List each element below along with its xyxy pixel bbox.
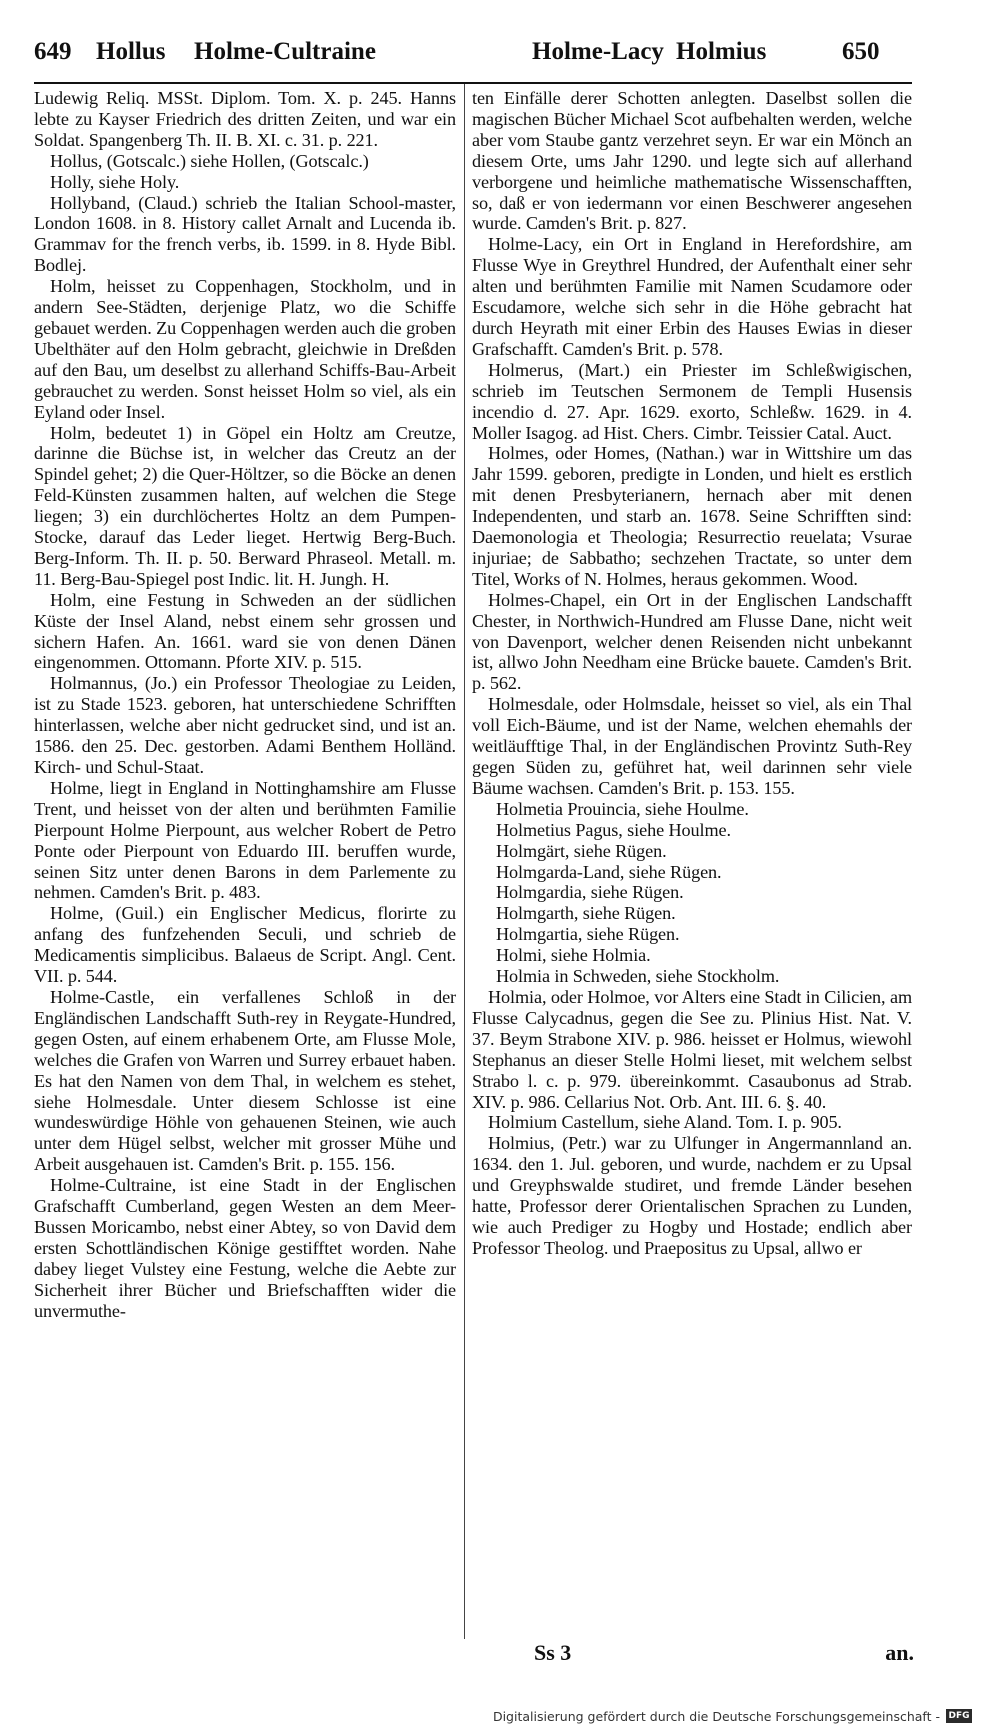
cross-reference: Holmgarth, siehe Rügen. [496,903,676,924]
cross-reference: Holmetius Pagus, siehe Houlme. [496,819,731,840]
running-header [34,38,904,74]
header-right-word-2: Holmius [676,38,767,65]
cross-reference: Holmgardia, siehe Rügen. [496,882,684,903]
footer-text: Digitalisierung gefördert durch die Deutsche Forschungsgemeinschaft - [492,1708,940,1724]
header-left-word-2: Holme-Cultraine [194,38,376,65]
header-right-word-1: Holme-Lacy [532,38,664,65]
right-entry: Holmes, oder Homes, (Nathan.) war in Wittshire um das Jahr 1599. geboren, predigte in Londen, und hielt es erstlich mit denen Presbyterianern, hernach aber mit denen Independenten, und starb an. 1678. Seine Schrifften sind: Daemonologia et Theologia; Resurrectio reuelata; Vsurae injuriae; de Sabbatho; sechzehen Tractate, so unter dem Titel, Works of N. Holmes, heraus gekommen. Wood. [472,443,912,589]
right-entry: Holmes-Chapel, ein Ort in der Englischen Landschafft Chester, in Northwich-Hundred am Flusse Dane, nicht weit von Davenport, welcher denen Reisenden nicht unbekannt ist, allwo John Needham eine Brücke bauete. Camden's Brit. p. 562. [472,589,912,694]
left-entry: Holme, liegt in England in Nottinghamshire am Flusse Trent, und heisset von der alten und berühmten Familie Pierpount Holme Pierpount, aus welcher Robert de Petro Ponte oder Pierpount von Eduardo III. beruffen wurde, seinen Sitz unter denen Barons in dem Parlemente zu nehmen. Camden's Brit. p. 483. [34,777,456,903]
header-rule [34,82,912,84]
right-entry: Holme-Lacy, ein Ort in England in Herefordshire, am Flusse Wye in Greythrel Hundred, der Aufenthalt einer sehr alten und berühmten Familie mit Namen Scudamore oder Escudamore, welche sich sehr in die Höhe gebracht hat durch Heyrath mit einer Erbin des Hauses Ewias in dieser Grafschafft. Camden's Brit. p. 578. [472,234,912,359]
left-page-number: 649 [34,38,72,65]
left-entry: Holm, heisset zu Coppenhagen, Stockholm, und in andern See-Städten, derjenige Platz, wo die Schiffe gebauet werden. Zu Coppenhagen werden auch die groben Ubelthäter auf den Holm gebracht, gleichwie in Dreßden auf den Bau, um deselbst zu allerhand Schiffs-Bau-Arbeit gebrauchet zu werden. Sonst heisset Holm so viel, als ein Eyland oder Insel. [34,276,456,422]
right-entry: Holmia, oder Holmoe, vor Alters eine Stadt in Cilicien, am Flusse Calycadnus, gegen die See zu. Plinius Hist. Nat. V. 37. Beym Strabone XIV. p. 986. heisset er Holmus, wiewohl Stephanus an dieser Stelle Holmi lieset, mit welchem selbst Strabo l. c. p. 979. übereinkommt. Casaubonus ad Strab. XIV. p. 986. Cellarius Not. Orb. Ant. III. 6. §. 40. [472,986,912,1112]
cross-reference: Holmetia Prouincia, siehe Houlme. [496,798,749,819]
cross-reference: Holmgärt, siehe Rügen. [496,840,667,861]
left-entry: Holme-Castle, ein verfallenes Schloß in der Engländischen Landschafft Suth-rey in Reygate-Hundred, gegen Osten, auf einem erhabenem Orte, am Flusse Mole, welches die Grafen von Warren und Surrey erbauet haben. Es hat den Namen von dem Thal, in welchem es stehet, siehe Holmesdale. Unter diesem Schlosse ist eine wundeswürdige Höhle von gehauenen Steinen, wie auch unter dem Hügel selbst, welcher mit grosser Mühe und Arbeit ausgehauen ist. Camden's Brit. p. 155. 156. [34,986,456,1175]
right-column [472,88,912,1648]
column-divider [464,84,465,1639]
left-entry: Holm, bedeutet 1) in Göpel ein Holtz am Creutze, darinne die Büchse ist, in welcher das Creutz an der Spindel gehet; 2) die Quer-Höltzer, so die Böcke an denen Feld-Künsten zusammen halten, auf welchen die Stege liegen; 3) ein durchlöchertes Holtz an dem Pumpen-Stocke, darauf das Leder lieget. Hertwig Berg-Buch. Berg-Inform. Th. II. p. 50. Berward Phraseol. Metall. m. 11. Berg-Bau-Spiegel post Indic. lit. H. Jungh. H. [34,422,456,589]
right-entry: Holmius, (Petr.) war zu Ulfunger in Angermannland an. 1634. den 1. Jul. geboren, und wurde, nachdem er zu Upsal und Greyphswalde studiret, und fremde Länder besehen hatte, Professor derer Orientalischen Sprachen zu Lunden, wie auch Prediger zu Hogby und Hostade; endlich aber Professor Theolog. und Praepositus zu Upsal, allwo er [472,1133,912,1258]
right-entry: Holmerus, (Mart.) ein Priester im Schleßwigischen, schrieb im Teutschen Sermonem de Templi Husensis incendio d. 27. Apr. 1629. exorto, Schleßw. 1629. in 4. Moller Isagog. ad Hist. Chers. Cimbr. Teissier Catal. Auct. [472,359,912,443]
signature-mark: Ss 3 [534,1640,572,1665]
dfg-logo: DFG [946,1709,972,1723]
left-entry: Holme, (Guil.) ein Englischer Medicus, florirte zu anfang des funfzehenden Seculi, und schrieb de Medicamentis simplicibus. Balaeus de Script. Angl. Cent. VII. p. 544. [34,903,456,987]
digitization-footer [493,1706,972,1726]
right-entry: Holmesdale, oder Holmsdale, heisset so viel, als ein Thal voll Eich-Bäume, und ist der Name, welchen ehemahls der weitläufftige Thal, in der Engländischen Provintz Suth-Rey gegen Süden zu, geführet hat, weil darinnen sehr viele Bäume wachsen. Camden's Brit. p. 153. 155. [472,694,912,798]
cross-reference: Holmgarda-Land, siehe Rügen. [496,861,722,882]
left-entry: Hollyband, (Claud.) schrieb the Italian School-master, London 1608. in 8. History callet Arnalt and Lucenda ib. Grammav for the french verbs, ib. 1599. in 8. Hyde Bibl. Bodlej. [34,192,456,276]
page-foot [534,1640,914,1670]
header-left-word-1: Hollus [96,38,166,65]
left-entry: Holly, siehe Holy. [50,171,180,192]
cross-reference: Holmgartia, siehe Rügen. [496,924,680,945]
left-entry: Holme-Cultraine, ist eine Stadt in der Englischen Grafschafft Cumberland, gegen Westen an dem Meer-Bussen Moricambo, nebst einer Abtey, so von David dem ersten Schottländischen Könige gestifftet worden. Nahe dabey lieget Vulstey eine Festung, welche die Aebte zur Sicherheit ihrer Bücher und Briefschafften wider die unvermuthe- [34,1175,456,1321]
right-page-number: 650 [842,38,880,65]
right-entry: ten Einfälle derer Schotten anlegten. Daselbst sollen die magischen Bücher Michael Scot aufbehalten werden, welche aber vom Staube gantz verzehret seyn. Er war ein Mönch an diesem Orte, ums Jahr 1290. und legte sich auf allerhand verborgene und heimliche mathematische Wissenschafften, so, daß er von iedermann vor einen Beschwerer angesehen wurde. Camden's Brit. p. 827. [472,88,912,234]
catchword: an. [885,1640,914,1665]
cross-reference: Holmia in Schweden, siehe Stockholm. [496,966,780,987]
left-entry: Holmannus, (Jo.) ein Professor Theologiae zu Leiden, ist zu Stade 1523. geboren, hat unterschiedene Schrifften hinterlassen, welche aber nicht gedrucket sind, und ist an. 1586. den 25. Dec. gestorben. Adami Benthem Holländ. Kirch- und Schul-Staat. [34,673,456,777]
cross-reference: Holmi, siehe Holmia. [496,945,651,966]
left-entry: Hollus, (Gotscalc.) siehe Hollen, (Gotscalc.) [50,150,369,171]
right-entry: Holmium Castellum, siehe Aland. Tom. I. p. 905. [488,1112,842,1133]
left-column [34,88,456,1648]
left-entry: Holm, eine Festung in Schweden an der südlichen Küste der Insel Aland, nebst einem sehr grossen und sichern Hafen. An. 1661. ward sie von denen Dänen eingenommen. Ottomann. Pforte XIV. p. 515. [34,589,456,673]
left-entry: Ludewig Reliq. MSSt. Diplom. Tom. X. p. 245. Hanns lebte zu Kayser Friedrich des dritten Zeiten, und war ein Soldat. Spangenberg Th. II. B. XI. c. 31. p. 221. [34,88,456,150]
